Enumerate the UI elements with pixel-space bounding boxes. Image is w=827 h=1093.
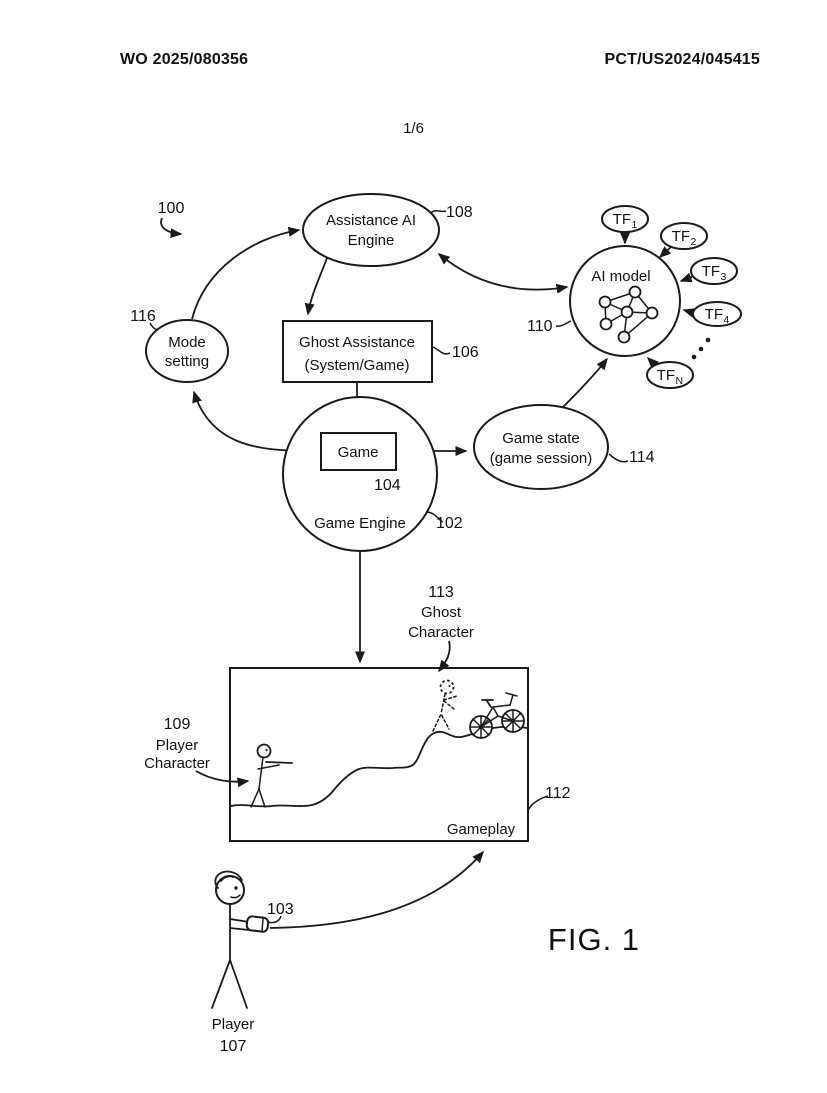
arrow-tfn-to-aimodel — [648, 358, 655, 365]
arrow-assistance-aimodel-bidirectional — [439, 254, 567, 290]
player-character-label-line2: Character — [144, 755, 210, 772]
ref-112-label: 112 — [545, 785, 571, 802]
game-controller-detail — [262, 919, 263, 931]
arrow-tf2-to-aimodel — [660, 247, 671, 257]
ai-model-label: AI model — [591, 268, 651, 285]
application-number: PCT/US2024/045415 — [604, 51, 760, 68]
game-state-label-line1: Game state — [502, 430, 580, 447]
ref-107-label: 107 — [219, 1038, 247, 1055]
game-state-label-line2: (game session) — [489, 450, 593, 467]
arrow-player-to-gameplay — [270, 852, 483, 928]
tfn-label: TF — [656, 367, 675, 384]
player-character-stick — [266, 762, 292, 763]
gameplay-screen — [230, 668, 528, 841]
ghost-character-label-line2: Character — [408, 624, 474, 641]
game-controller — [246, 916, 269, 932]
tf2-sub: 2 — [690, 236, 697, 248]
player-label: Player — [211, 1016, 255, 1033]
gameplay-label: Gameplay — [446, 821, 516, 838]
arrow-tf3-to-aimodel — [681, 277, 692, 281]
tfn-sub: N — [675, 375, 684, 387]
ghost-assistance-label-line1: Ghost Assistance — [299, 334, 415, 351]
ref-connector-114 — [609, 454, 628, 462]
tf3-label: TF — [701, 263, 720, 280]
system-ref-label: 100 — [157, 200, 185, 217]
player-character-eye — [265, 749, 267, 751]
assistance-ai-engine-label-line1: Assistance AI — [325, 212, 417, 229]
player-character-label-line1: Player — [155, 737, 199, 754]
game-label: Game — [337, 444, 379, 461]
figure-label: FIG. 1 — [547, 922, 641, 957]
publication-number: WO 2025/080356 — [120, 51, 249, 68]
ghost-character-label-line1: Ghost — [420, 604, 462, 621]
tf1-sub: 1 — [631, 219, 638, 231]
system-ref-pointer-arrow — [161, 218, 181, 234]
arrow-assistance-to-ghost-assistance — [308, 258, 327, 314]
ref-116-label: 116 — [130, 308, 156, 325]
ghost-character-eye — [449, 685, 451, 687]
tf2-label: TF — [671, 228, 690, 245]
player-character-head — [258, 745, 271, 758]
ref-connector-106 — [433, 347, 450, 354]
arrow-gamestate-to-aimodel — [563, 359, 607, 407]
ref-108-label: 108 — [446, 204, 473, 221]
game-engine-label: Game Engine — [314, 515, 406, 532]
ref-104-label: 104 — [374, 477, 401, 494]
ghost-assistance-label-line2: (System/Game) — [304, 357, 410, 374]
ref-connector-110 — [556, 321, 571, 326]
tf-ellipsis-dots — [692, 338, 711, 360]
ref-102-label: 102 — [436, 515, 463, 532]
player-eye — [234, 886, 237, 889]
ref-113-label: 113 — [428, 584, 454, 601]
player-head — [216, 876, 244, 904]
player-legs — [212, 960, 247, 1008]
tf3-sub: 3 — [720, 271, 727, 283]
ref-103-label: 103 — [267, 901, 294, 918]
ref-106-label: 106 — [452, 344, 479, 361]
player-figure — [212, 872, 269, 1008]
arrow-mode-to-assistance — [192, 230, 299, 319]
tf1-label: TF — [612, 211, 631, 228]
ghost-character-head — [441, 681, 454, 694]
tf4-sub: 4 — [723, 314, 730, 326]
ghost-character-pointer-arrow — [439, 641, 450, 671]
ref-114-label: 114 — [629, 449, 655, 466]
mode-setting-label-line1: Mode — [168, 334, 206, 351]
tf4-label: TF — [704, 306, 723, 323]
assistance-ai-engine-node — [303, 194, 439, 266]
mode-setting-node — [146, 320, 228, 382]
ref-109-label: 109 — [163, 716, 191, 733]
ref-110-label: 110 — [527, 318, 553, 335]
sheet-indicator: 1/6 — [403, 120, 424, 137]
game-state-node — [474, 405, 608, 489]
assistance-ai-engine-label-line2: Engine — [347, 232, 395, 249]
mode-setting-label-line2: setting — [164, 353, 210, 370]
